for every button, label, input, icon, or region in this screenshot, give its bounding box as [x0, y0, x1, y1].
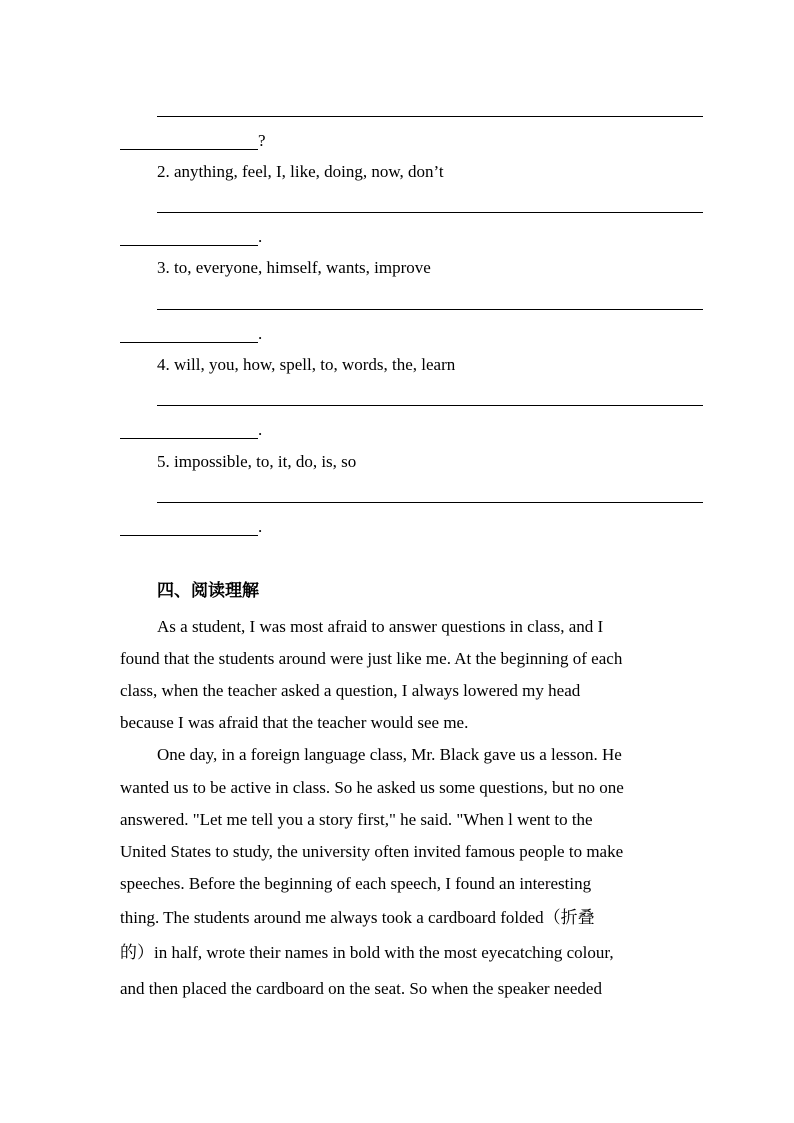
answer-end-mark: . — [258, 227, 263, 246]
answer-line[interactable] — [157, 309, 703, 310]
answer-line-continuation[interactable] — [120, 149, 258, 150]
answer-line-continuation[interactable] — [120, 245, 258, 246]
answer-end-mark: . — [258, 517, 263, 536]
passage-line: 的）in half, wrote their names in bold with the most eyecatching colour, — [120, 943, 614, 962]
answer-line-continuation[interactable] — [120, 438, 258, 439]
passage-line: wanted us to be active in class. So he asked us some questions, but no one — [120, 778, 624, 797]
answer-end-mark: . — [258, 324, 263, 343]
exercise-item: 5. impossible, to, it, do, is, so — [157, 452, 357, 471]
answer-line[interactable] — [157, 405, 703, 406]
exercise-item: 4. will, you, how, spell, to, words, the, learn — [157, 355, 456, 374]
answer-line-continuation[interactable] — [120, 535, 258, 536]
passage-line: As a student, I was most afraid to answer questions in class, and I — [157, 617, 604, 636]
section-heading: 四、阅读理解 — [157, 581, 259, 600]
answer-end-mark: . — [258, 420, 263, 439]
passage-line: One day, in a foreign language class, Mr. Black gave us a lesson. He — [157, 745, 622, 764]
answer-line[interactable] — [157, 116, 703, 117]
answer-end-mark: ? — [258, 131, 266, 150]
passage-line: found that the students around were just like me. At the beginning of each — [120, 649, 623, 668]
answer-line[interactable] — [157, 502, 703, 503]
answer-line-continuation[interactable] — [120, 342, 258, 343]
passage-line: United States to study, the university often invited famous people to make — [120, 842, 624, 861]
passage-line: because I was afraid that the teacher would see me. — [120, 713, 469, 732]
exercise-item: 3. to, everyone, himself, wants, improve — [157, 258, 431, 277]
exercise-item: 2. anything, feel, I, like, doing, now, don’t — [157, 162, 444, 181]
passage-line: thing. The students around me always took a cardboard folded（折叠 — [120, 908, 595, 927]
passage-line: and then placed the cardboard on the seat. So when the speaker needed — [120, 979, 602, 998]
passage-line: class, when the teacher asked a question, I always lowered my head — [120, 681, 581, 700]
answer-line[interactable] — [157, 212, 703, 213]
passage-line: speeches. Before the beginning of each speech, I found an interesting — [120, 874, 592, 893]
passage-line: answered. "Let me tell you a story first," he said. "When l went to the — [120, 810, 593, 829]
